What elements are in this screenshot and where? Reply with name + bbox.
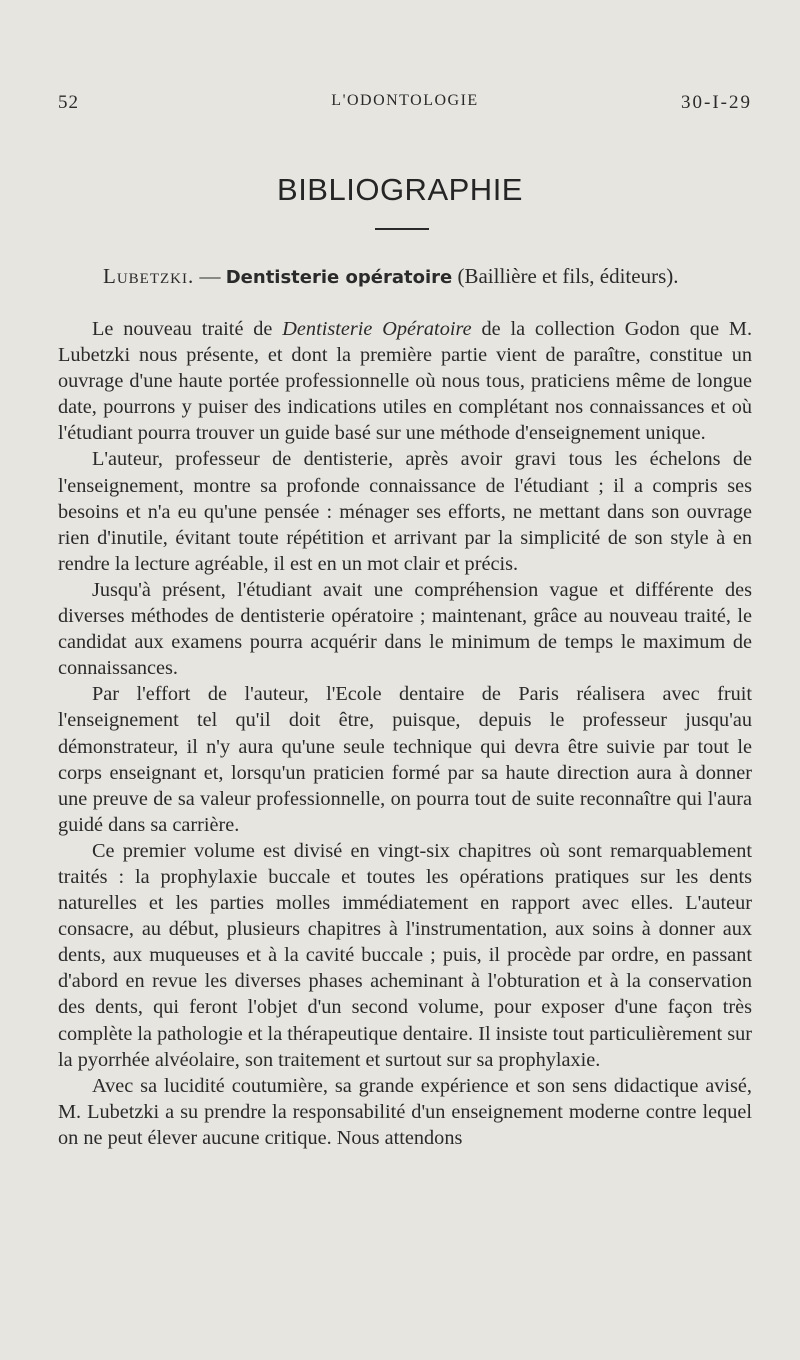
paragraph-1-text-b: de la collection Godon que M. Lubetzki nous présente, et dont la première partie vient de paraître, constitue un ouvrage d'une haute portée professionnelle où nous tous, praticiens même de longue date, pourrons y puiser des indications utiles en complétant nos connaissances et où l'étudiant pourra trouver un guide basé sur une méthode d'enseignement unique. bbox=[58, 318, 753, 445]
paragraph-1 bbox=[58, 316, 752, 446]
running-head bbox=[58, 92, 752, 120]
paragraph-5: Ce premier volume est divisé en vingt-six chapitres où sont remarquablement traités : la prophylaxie buccale et toutes les opérations pratiques sur les dents naturelles et les parties molles immédiatement en rapport avec elles. L'auteur consacre, au début, plusieurs chapitres à l'instrumentation, aux soins à donner aux dents, aux muqueuses et à la cavité buccale ; puis, il procède par ordre, en passant d'abord en revue les diverses phases acheminant à l'obturation et à la conservation des dents, qui feront l'objet d'un second volume, pour exposer d'une façon très complète la pathologie et la thérapeutique dentaire. Il insiste tout particulièrement sur la pyorrhée alvéolaire, son traitement et surtout sur sa prophylaxie. bbox=[58, 839, 752, 1071]
journal-title: L'ODONTOLOGIE bbox=[331, 92, 479, 109]
review-dash: — bbox=[194, 264, 226, 288]
section-title: BIBLIOGRAPHIE bbox=[277, 172, 523, 207]
review-body bbox=[58, 316, 752, 1151]
paragraph-2: L'auteur, professeur de dentisterie, après avoir gravi tous les échelons de l'enseignement, montre sa profonde connaissance de l'étudiant ; il a compris ses besoins et n'a eu qu'une pensée : ménager ses efforts, ne mettant dans son ouvrage rien d'inutile, évitant toute répétition et arrivant par la simplicité de son style à en rendre la lecture agréable, il est en un mot clair et précis. bbox=[58, 448, 752, 575]
issue-date: 30-I-29 bbox=[681, 92, 752, 113]
title-rule bbox=[375, 228, 429, 230]
review-author: Lubetzki. bbox=[103, 264, 195, 288]
paragraph-1-text-a: Le nouveau traité de bbox=[92, 318, 283, 340]
paragraph-4: Par l'effort de l'auteur, l'Ecole dentaire de Paris réalisera avec fruit l'enseignement tel qu'il doit être, puisque, depuis le professeur jusqu'au démonstrateur, il n'y aura qu'une seule technique qui devra être suivie par tout le corps enseignant et, lorsqu'un praticien formé par sa haute direction aura à donner une preuve de sa valeur professionnelle, on pourra tout de suite reconnaître qui l'aura guidé dans sa carrière. bbox=[58, 683, 752, 836]
review-publisher: (Baillière et fils, éditeurs). bbox=[452, 264, 679, 288]
page-number: 52 bbox=[58, 92, 79, 113]
review-heading bbox=[103, 262, 753, 292]
paragraph-3: Jusqu'à présent, l'étudiant avait une compréhension vague et différente des diverses méthodes de dentisterie opératoire ; maintenant, grâce au nouveau traité, le candidat aux examens pourra acquérir dans le minimum de temps le maximum de connaissances. bbox=[58, 578, 752, 680]
paragraph-1-italic-title: Dentisterie Opératoire bbox=[282, 318, 472, 340]
review-book-title: Dentisterie opératoire bbox=[225, 267, 453, 288]
paragraph-6: Avec sa lucidité coutumière, sa grande expérience et son sens didactique avisé, M. Lubetzki a su prendre la responsabilité d'un enseignement moderne contre lequel on ne peut élever aucune critique. Nous attendons bbox=[58, 1074, 752, 1149]
